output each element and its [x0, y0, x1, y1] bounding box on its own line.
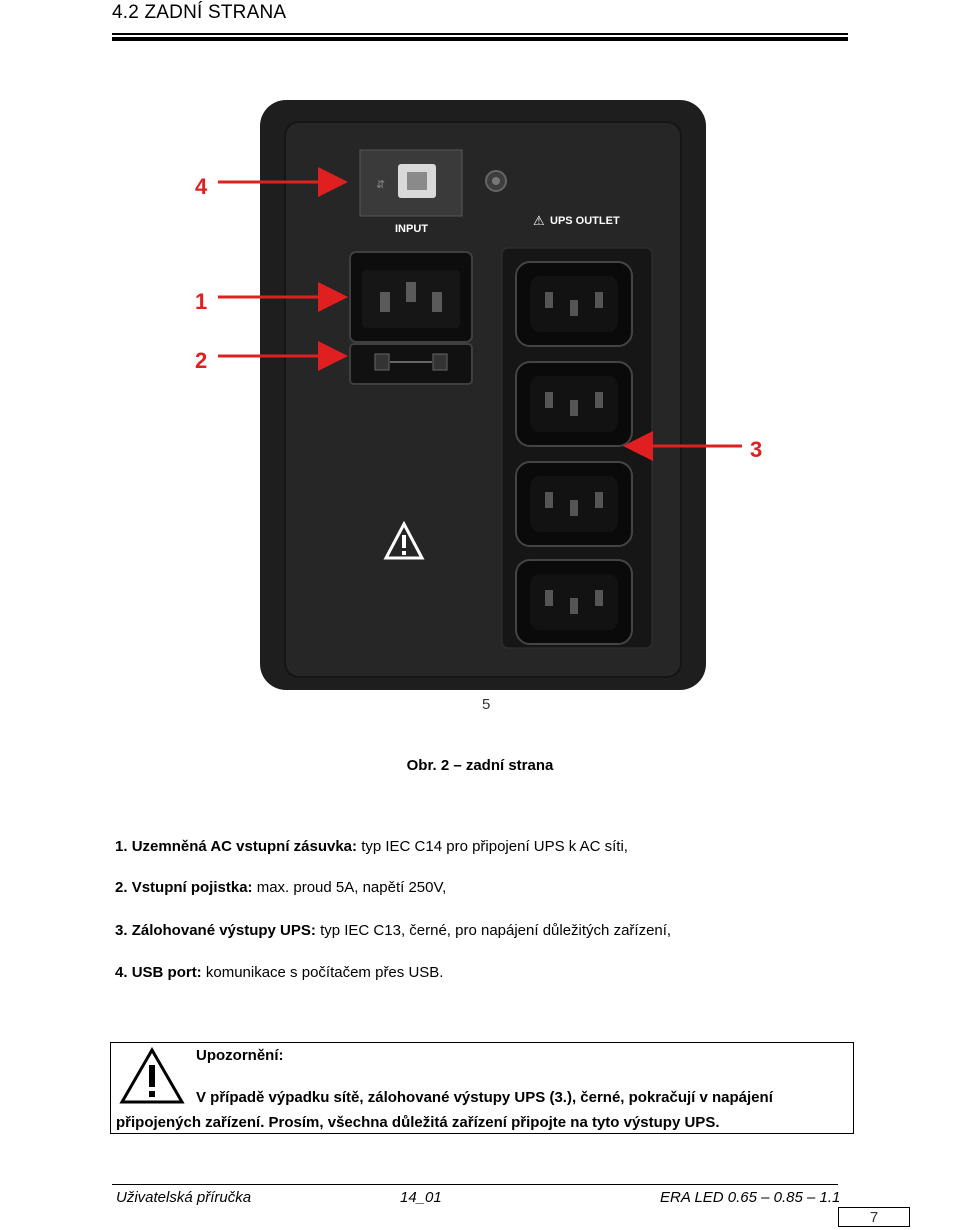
warning-small-icon: ⚠: [533, 214, 545, 229]
ups-outlet-label: UPS OUTLET: [550, 215, 620, 227]
heading-rule: [112, 33, 848, 35]
heading-rule-thick: [112, 37, 848, 41]
ups-outlet-2: [516, 362, 632, 446]
item-title: Uzemněná AC vstupní zásuvka:: [131, 838, 358, 855]
warning-title: Upozornění:: [196, 1047, 284, 1064]
callout-2: 2: [195, 348, 208, 373]
ups-outlet-4: [516, 560, 632, 644]
warning-text-line1: V případě výpadku sítě, zálohované výstupy UPS (3.), černé, pokračují v napájení: [196, 1089, 773, 1106]
ups-outlet-3: [516, 462, 632, 546]
item-number: 1.: [115, 838, 128, 855]
item-number: 4.: [115, 964, 128, 981]
warning-box: [110, 1042, 854, 1134]
warning-text-line2: připojených zařízení. Prosím, všechna důležitá zařízení připojte na tyto výstupy UPS.: [116, 1114, 720, 1131]
item-text: komunikace s počítačem přes USB.: [201, 964, 444, 981]
footer-product: ERA LED 0.65 – 0.85 – 1.1: [660, 1189, 841, 1206]
callout-4: 4: [195, 174, 208, 199]
warning-triangle-icon: [119, 1047, 185, 1105]
item-text: typ IEC C14 pro připojení UPS k AC síti,: [357, 838, 628, 855]
list-item: [115, 922, 671, 939]
callout-1: 1: [195, 289, 208, 314]
list-item: [115, 964, 443, 981]
item-title: Vstupní pojistka:: [131, 879, 253, 896]
item-number: 2.: [115, 879, 128, 896]
usb-symbol-icon: ⇵: [376, 178, 386, 191]
callout-3: 3: [750, 437, 763, 462]
list-item: [115, 838, 628, 855]
figure-caption: Obr. 2 – zadní strana: [406, 757, 554, 774]
item-title: Zálohované výstupy UPS:: [131, 922, 316, 939]
footer-rule: [112, 1184, 838, 1185]
footer-manual-title: Uživatelská příručka: [116, 1189, 252, 1206]
item-text: typ IEC C13, černé, pro napájení důležitých zařízení,: [315, 922, 672, 939]
footer-version: 14_01: [400, 1189, 442, 1206]
item-title: USB port:: [131, 964, 202, 981]
callout-5: 5: [482, 696, 491, 712]
item-text: max. proud 5A, napětí 250V,: [252, 879, 447, 896]
item-number: 3.: [115, 922, 128, 939]
section-heading: 4.2 ZADNÍ STRANA: [112, 2, 287, 23]
input-label: INPUT: [395, 223, 428, 235]
list-item: [115, 879, 446, 896]
ups-outlet-1: [516, 262, 632, 346]
page-number: 7: [838, 1207, 910, 1227]
fuse-holder: [350, 344, 472, 384]
ups-rear-panel-figure: [190, 92, 790, 712]
